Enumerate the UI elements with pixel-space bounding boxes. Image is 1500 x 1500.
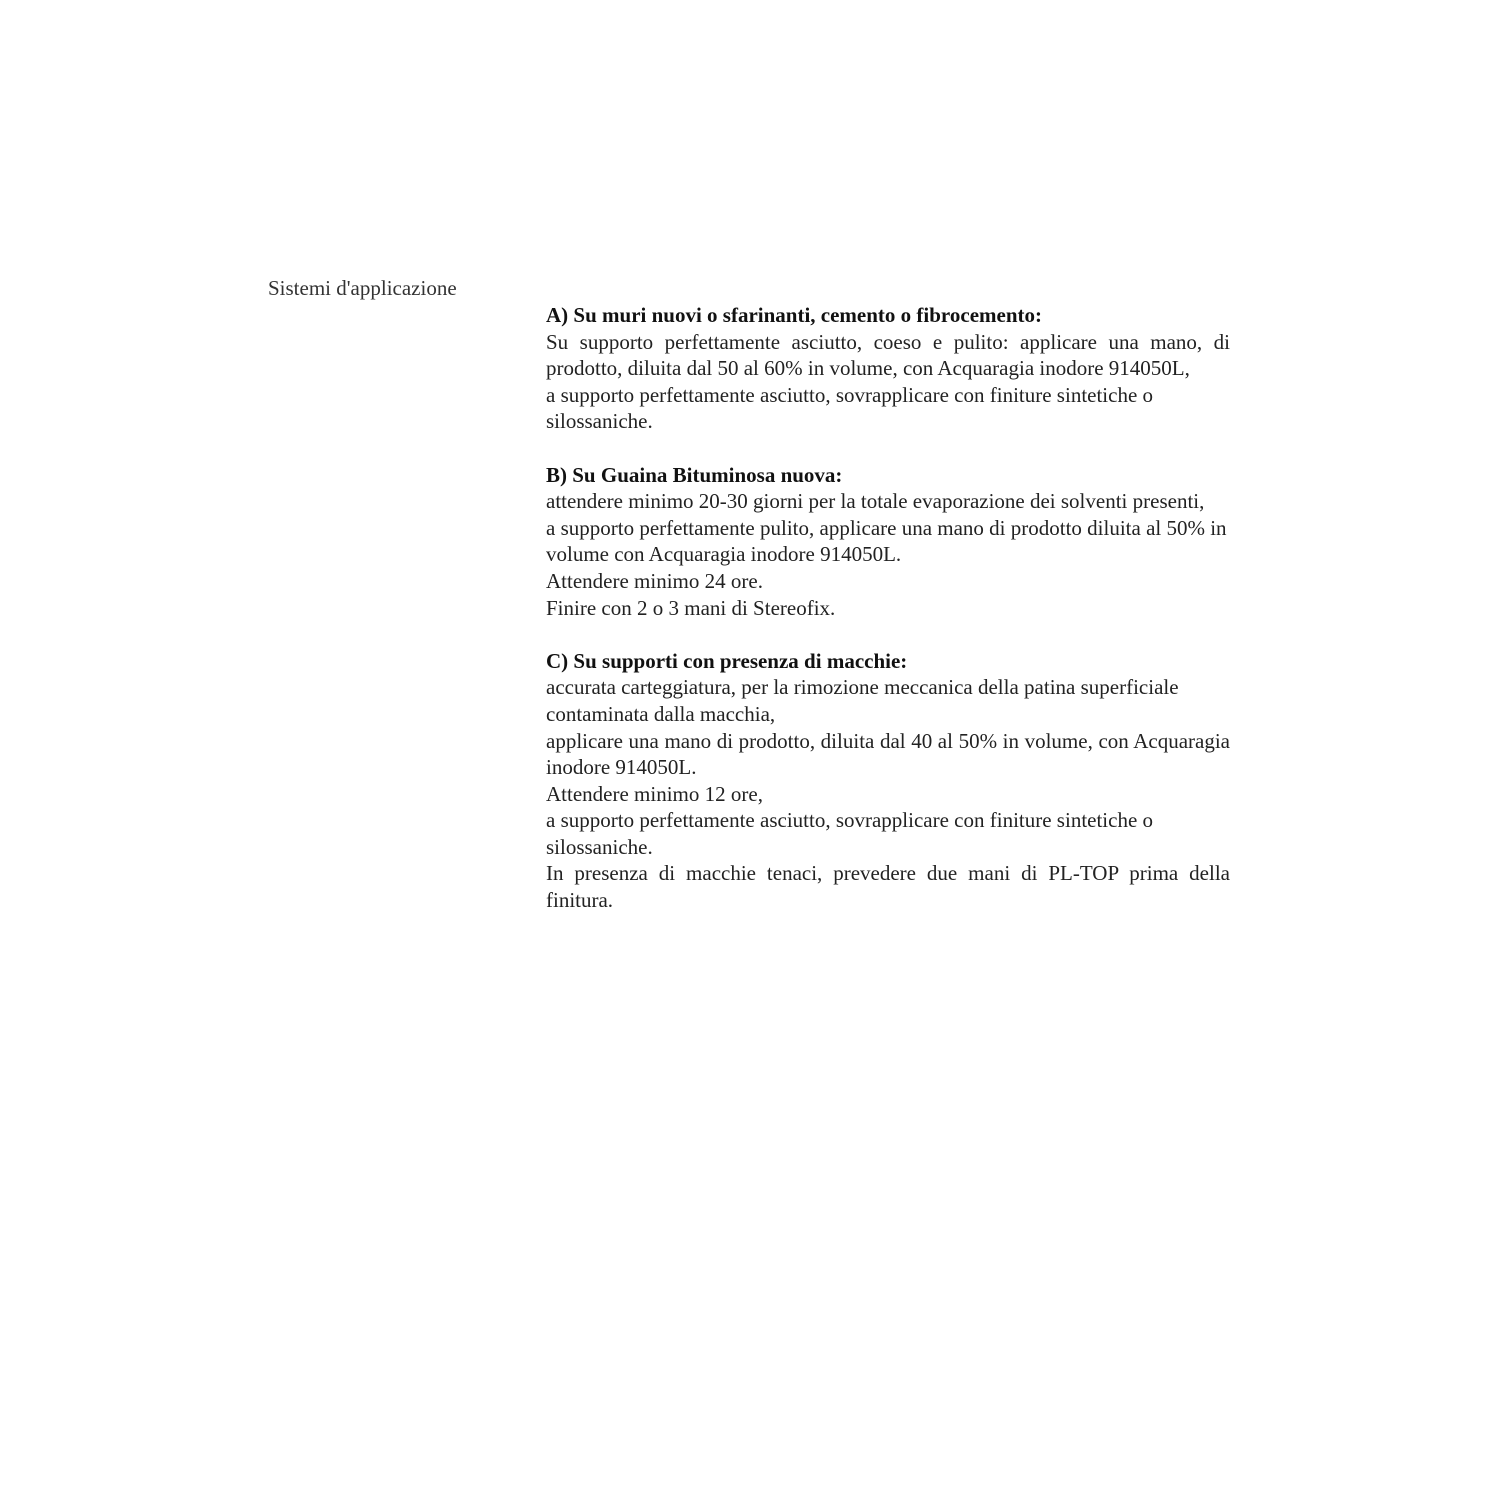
section-a-title: A) Su muri nuovi o sfarinanti, cemento o fibrocemento: xyxy=(546,303,1042,327)
section-c-line: In presenza di macchie tenaci, prevedere due mani di PL-TOP prima della finitura. xyxy=(546,861,1230,913)
section-b-line: Attendere minimo 24 ore. xyxy=(546,568,763,593)
section-c-line: a supporto perfettamente asciutto, sovrapplicare con finiture sintetiche o silossaniche. xyxy=(546,808,1154,859)
section-a-line: a supporto perfettamente asciutto, sovrapplicare con finiture sintetiche o silossaniche. xyxy=(546,382,1154,434)
section-c-line: Attendere minimo 12 ore, xyxy=(546,781,763,806)
section-b-line: Finire con 2 o 3 mani di Stereofix. xyxy=(546,595,836,620)
section-b xyxy=(546,462,1230,622)
section-a xyxy=(546,302,1230,435)
section-b-line: a supporto perfettamente pulito, applicare una mano di prodotto diluita al 50% in volume con Acquaragia inodore 914050L. xyxy=(546,515,1227,567)
section-c-line: applicare una mano di prodotto, diluita dal 40 al 50% in volume, con Acquaragia inodore 914050L. xyxy=(546,728,1230,780)
section-label: Sistemi d'applicazione xyxy=(268,276,457,300)
section-b-line: attendere minimo 20-30 giorni per la totale evaporazione dei solventi presenti, xyxy=(546,489,1205,514)
application-systems-content xyxy=(546,302,1230,914)
section-c xyxy=(546,648,1230,914)
section-a-line: Su supporto perfettamente asciutto, coeso e pulito: applicare una mano, di prodotto, diluita dal 50 al 60% in volume, con Acquaragia inodore 914050L, xyxy=(546,329,1230,381)
section-b-title: B) Su Guaina Bituminosa nuova: xyxy=(546,462,843,487)
section-c-line: accurata carteggiatura, per la rimozione meccanica della patina superficiale contaminata dalla macchia, xyxy=(546,675,1179,726)
section-c-title: C) Su supporti con presenza di macchie: xyxy=(546,648,908,673)
